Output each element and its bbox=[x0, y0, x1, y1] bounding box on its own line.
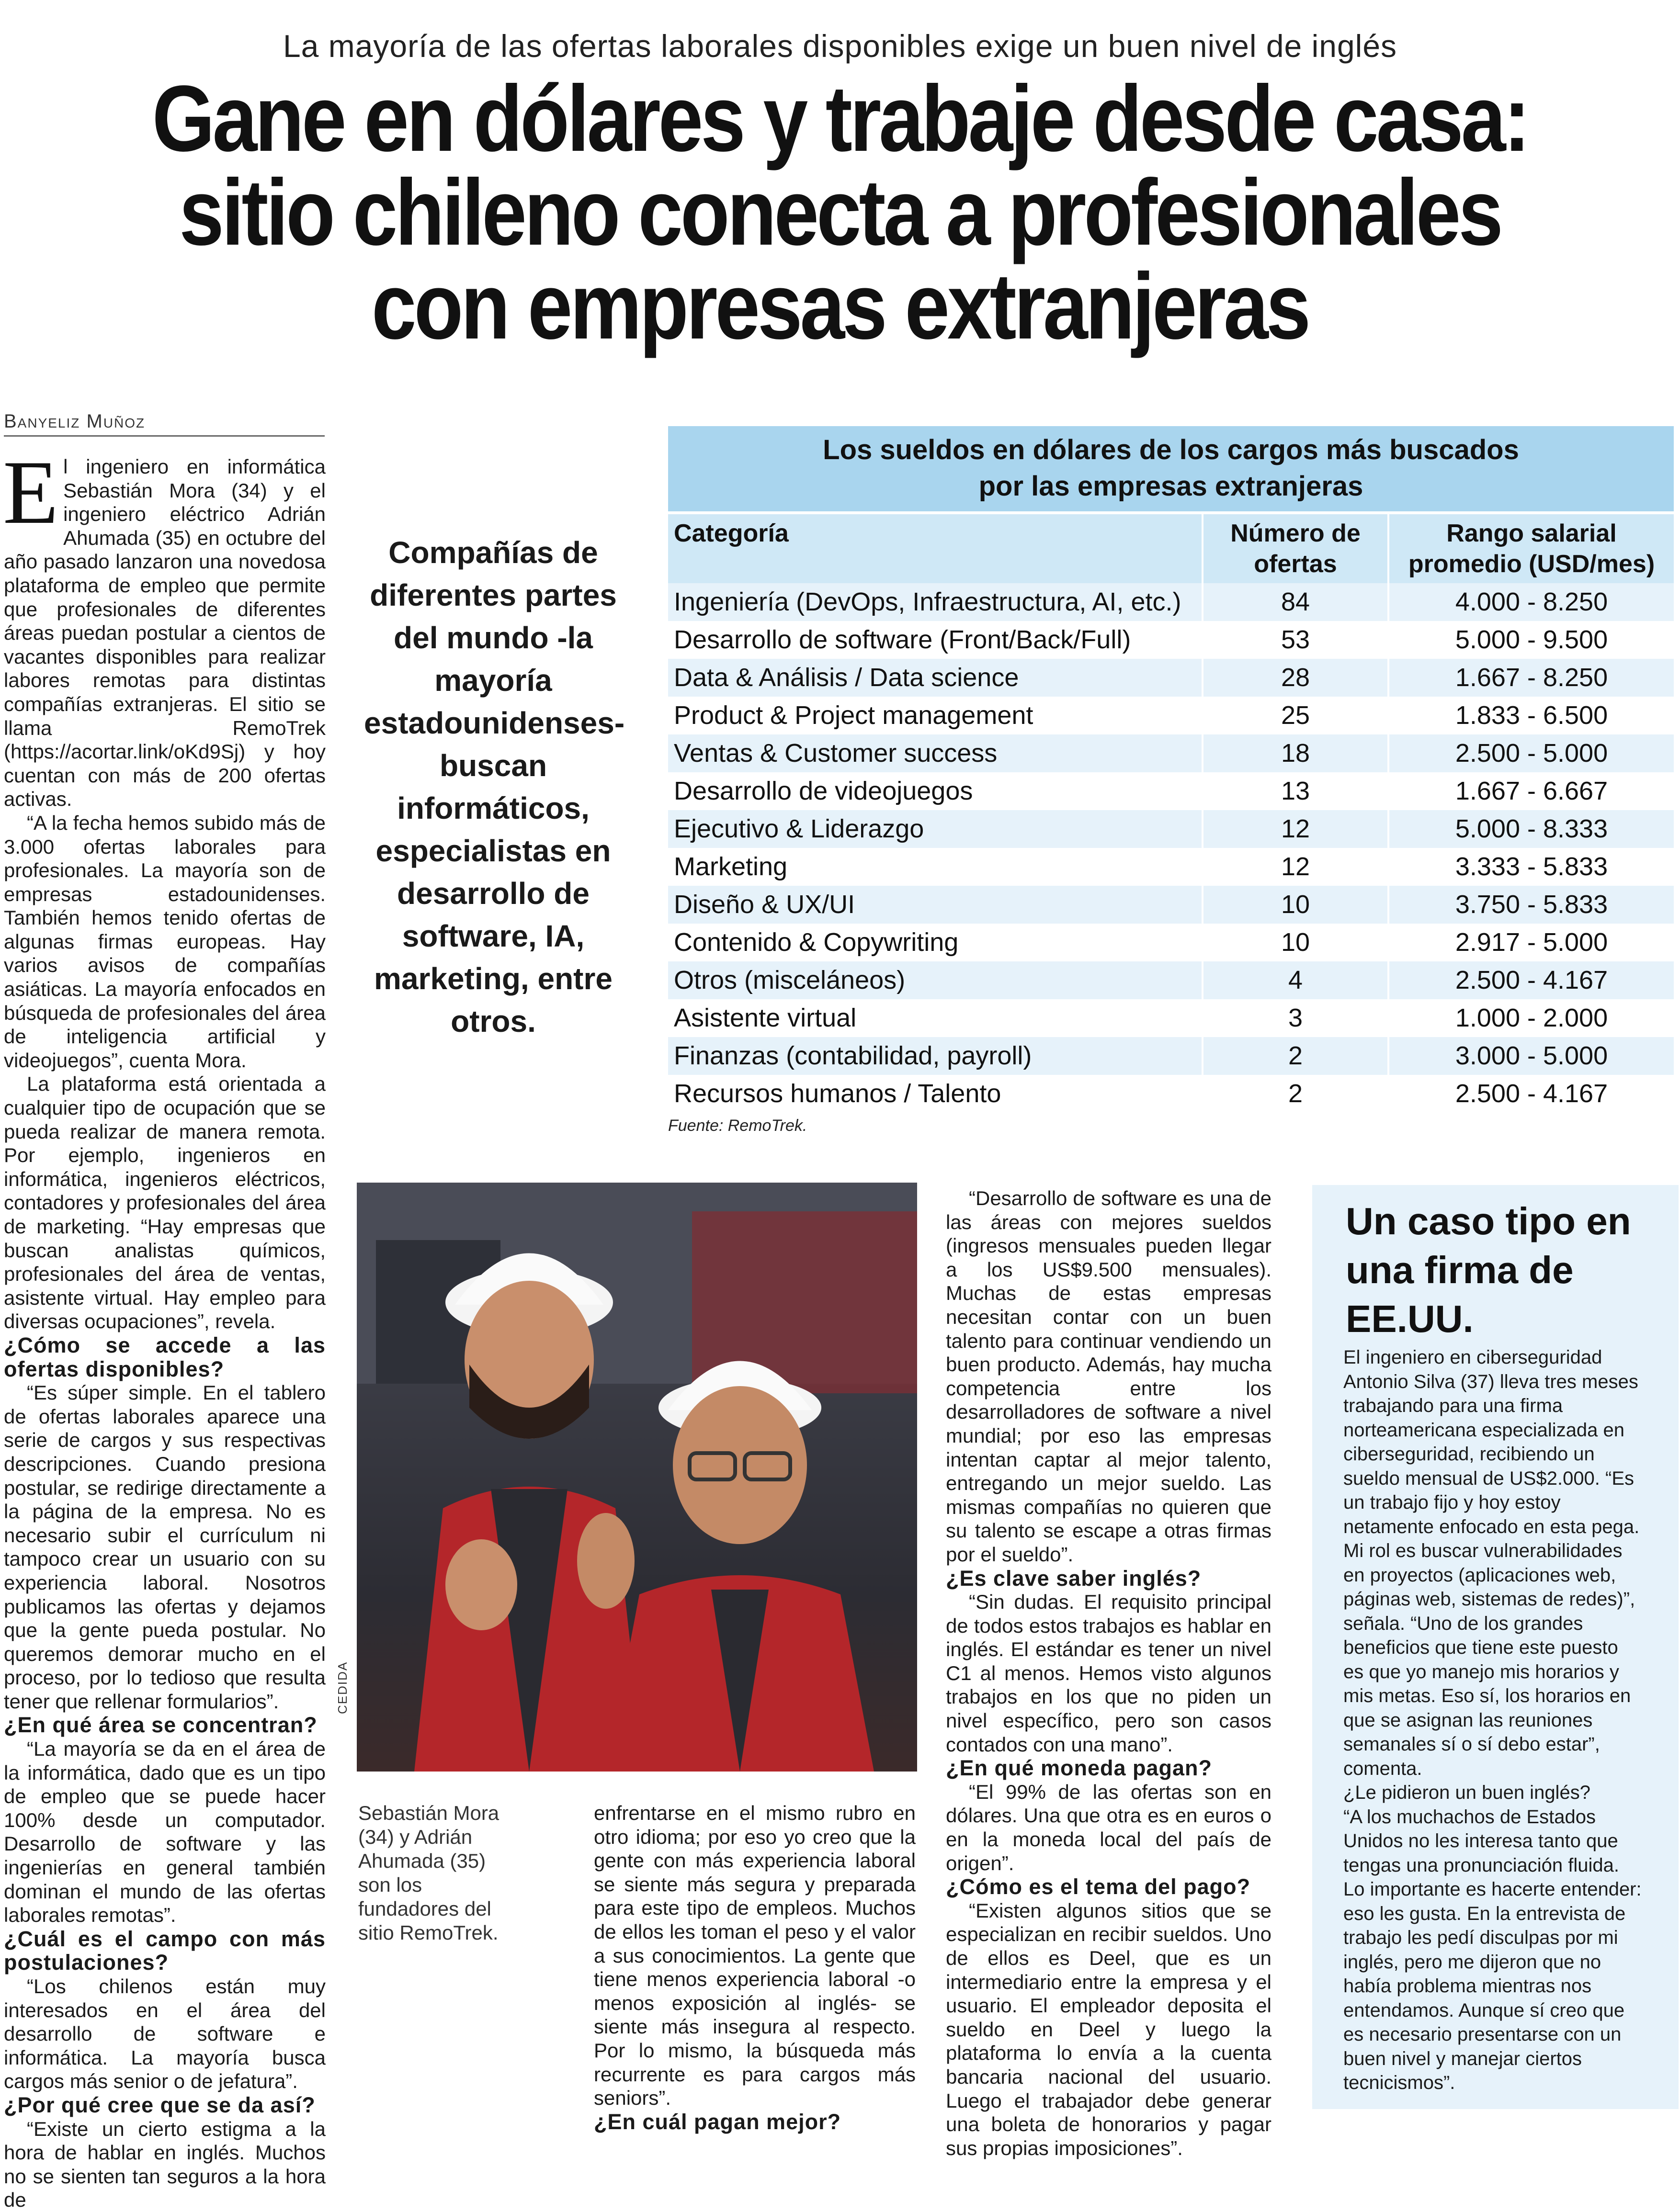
paragraph: enfrentarse en el mismo rubro en otro idioma; por eso yo creo que la gente con más experiencia laboral se siente más segura y preparada para este tipo de empleos. Muchos de ellos les toman el peso y el valor a sus conocimientos. La gente que tiene menos experiencia laboral -o menos exposición al inglés- se siente más insegura al respecto. Por lo mismo, la búsqueda más recurrente es para cargos más seniors”. bbox=[594, 1802, 916, 2110]
cell-offers: 12 bbox=[1203, 810, 1388, 848]
paragraph: “El 99% de las ofertas son en dólares. Una que otra es en euros o en la moneda local del país de origen”. bbox=[946, 1780, 1271, 1874]
sidebar-paragraph: ¿Le pidieron un buen inglés? bbox=[1343, 1782, 1590, 1803]
paragraph: “A la fecha hemos subido más de 3.000 ofertas laborales para profesionales. La mayoría son de empresas estadounidenses. También hemos tenido ofertas de algunas firmas europeas. Hay varios avisos de compañías asiáticas. La mayoría enfocados en búsqueda de profesionales del área de inteligencia artificial y videojuegos”, cuenta Mora. bbox=[4, 811, 326, 1072]
table-row bbox=[668, 583, 1674, 621]
cell-category: Ingeniería (DevOps, Infraestructura, AI, etc.) bbox=[668, 583, 1203, 621]
cell-offers: 2 bbox=[1203, 1075, 1388, 1113]
cell-salary: 3.333 - 5.833 bbox=[1388, 848, 1674, 886]
sidebar-text bbox=[1343, 1345, 1643, 2095]
cell-offers: 2 bbox=[1203, 1037, 1388, 1075]
headline-line: sitio chileno conecta a profesionales bbox=[179, 160, 1501, 265]
question-heading: ¿En cuál pagan mejor? bbox=[594, 2109, 841, 2134]
cell-offers: 18 bbox=[1203, 734, 1388, 772]
question-heading: ¿Es clave saber inglés? bbox=[946, 1566, 1202, 1591]
sidebar-paragraph: “A los muchachos de Estados Unidos no les interesa tanto que tengas una pronunciación fluida. Lo importante es hacerte entender: eso les gusta. En la entrevista de trabajo les pedí disculpas por mi inglés, pero me dijeron que no había problema mientras nos entendamos. Aunque sí creo que es necesario presentarse con un buen nivel y manejar ciertos tecnicismos”. bbox=[1343, 1806, 1642, 2093]
table-title-line: Los sueldos en dólares de los cargos más buscados bbox=[823, 434, 1519, 465]
cell-offers: 13 bbox=[1203, 772, 1388, 810]
table-source: Fuente: RemoTrek. bbox=[668, 1117, 807, 1135]
cell-category: Marketing bbox=[668, 848, 1203, 886]
founders-illustration bbox=[357, 1183, 917, 1772]
cell-offers: 53 bbox=[1203, 621, 1388, 659]
paragraph: “Existen algunos sitios que se especializan en recibir sueldos. Uno de ellos es Deel, que es un intermediario entre la empresa y el usuario. El empleador deposita el sueldo en Deel y luego la plataforma lo envía a la cuenta bancaria nacional del usuario. Luego el trabajador debe generar una boleta de honorarios y pagar sus propias imposiciones”. bbox=[946, 1899, 1271, 2159]
cell-offers: 10 bbox=[1203, 924, 1388, 961]
cell-category: Data & Análisis / Data science bbox=[668, 659, 1203, 697]
cell-offers: 84 bbox=[1203, 583, 1388, 621]
table-row bbox=[668, 961, 1674, 999]
cell-category: Ventas & Customer success bbox=[668, 734, 1203, 772]
sidebar-title: Un caso tipo en una firma de EE.UU. bbox=[1346, 1200, 1631, 1340]
cell-salary: 2.500 - 5.000 bbox=[1388, 734, 1674, 772]
cell-salary: 3.000 - 5.000 bbox=[1388, 1037, 1674, 1075]
cell-category: Asistente virtual bbox=[668, 999, 1203, 1037]
article-column-3 bbox=[594, 1801, 916, 2133]
founders-photo bbox=[357, 1183, 917, 1772]
question-heading: ¿Cómo es el tema del pago? bbox=[946, 1874, 1251, 1899]
article-column-4 bbox=[946, 1186, 1271, 2160]
table-row bbox=[668, 810, 1674, 848]
cell-salary: 2.500 - 4.167 bbox=[1388, 1075, 1674, 1113]
salary-table-block bbox=[668, 426, 1674, 1135]
paragraph: “Los chilenos están muy interesados en el área del desarrollo de software e informática. La mayoría busca cargos más senior o de jefatura”. bbox=[4, 1975, 326, 2093]
cell-category: Product & Project management bbox=[668, 697, 1203, 734]
cell-salary: 5.000 - 9.500 bbox=[1388, 621, 1674, 659]
pull-quote: Compañías de diferentes partes del mundo -la mayoría estadounidenses- buscan informáticos, especialistas en desarrollo de software, IA, marketing, entre otros. bbox=[364, 535, 625, 1038]
cell-salary: 2.500 - 4.167 bbox=[1388, 961, 1674, 999]
question-heading: ¿Por qué cree que se da así? bbox=[4, 2092, 316, 2117]
headline bbox=[142, 66, 1538, 359]
photo-credit: CEDIDA bbox=[335, 1661, 350, 1714]
cell-offers: 25 bbox=[1203, 697, 1388, 734]
table-title bbox=[668, 426, 1674, 511]
cell-offers: 4 bbox=[1203, 961, 1388, 999]
table-row bbox=[668, 999, 1674, 1037]
table-row bbox=[668, 1037, 1674, 1075]
headline-line: Gane en dólares y trabaje desde casa: bbox=[152, 66, 1528, 171]
headline-line: con empresas extranjeras bbox=[371, 254, 1309, 359]
cell-salary: 3.750 - 5.833 bbox=[1388, 886, 1674, 924]
paragraph: “Existe un cierto estigma a la hora de hablar en inglés. Muchos no se sienten tan seguros a la hora de bbox=[4, 2117, 326, 2212]
cell-offers: 12 bbox=[1203, 848, 1388, 886]
paragraph: La plataforma está orientada a cualquier tipo de ocupación que se pueda realizar de manera remota. Por ejemplo, ingenieros en informática, ingenieros eléctricos, contadores y profesionales del área de marketing. “Hay empresas que buscan analistas químicos, profesionales del área de ventas, asistente virtual. Hay empleo para diversas ocupaciones”, revela. bbox=[4, 1072, 326, 1333]
paragraph: “Desarrollo de software es una de las áreas con mejores sueldos (ingresos mensuales pueden llegar a los US$9.500 mensuales). Muchas de estas empresas necesitan contar con un buen talento para continuar vendiendo un buen producto. Además, hay mucha competencia entre los desarrolladores de software a nivel mundial; por eso las empresas intentan captar al mejor talento, entregando un mejor sueldo. Las mismas compañías no quieren que su talento se escape a otras firmas por el sueldo”. bbox=[946, 1187, 1271, 1566]
article-column-1 bbox=[3, 442, 326, 2212]
sidebar-paragraph: El ingeniero en ciberseguridad Antonio Silva (37) lleva tres meses trabajando para una firma norteamericana especializada en ciberseguridad, recibiendo un sueldo mensual de US$2.000. “Es un trabajo fijo y hoy estoy netamente enfocado en esta pega. Mi rol es buscar vulnerabilidades en proyectos (aplicaciones web, páginas web, sistemas de redes)”, señala. “Uno de los grandes beneficios que tiene este puesto es que yo manejo mis horarios y mis metas. Eso sí, los horarios en que se asignan las reuniones semanales sí o sí debo estar”, comenta. bbox=[1343, 1347, 1640, 1779]
cell-category: Finanzas (contabilidad, payroll) bbox=[668, 1037, 1203, 1075]
question-heading: ¿En qué área se concentran? bbox=[4, 1713, 318, 1738]
cell-salary: 2.917 - 5.000 bbox=[1388, 924, 1674, 961]
cell-offers: 28 bbox=[1203, 659, 1388, 697]
cell-category: Desarrollo de videojuegos bbox=[668, 772, 1203, 810]
byline: Banyeliz Muñoz bbox=[4, 411, 325, 437]
column-header-offers: Número de ofertas bbox=[1203, 514, 1388, 583]
cell-offers: 10 bbox=[1203, 886, 1388, 924]
question-heading: ¿En qué moneda pagan? bbox=[946, 1756, 1213, 1781]
cell-salary: 1.667 - 6.667 bbox=[1388, 772, 1674, 810]
cell-category: Otros (misceláneos) bbox=[668, 961, 1203, 999]
cell-salary: 5.000 - 8.333 bbox=[1388, 810, 1674, 848]
paragraph: “La mayoría se da en el área de la informática, dado que es un tipo de empleo que se puede hacer 100% desde un computador. Desarrollo de software y las ingenierías en general también dominan el mundo de las ofertas laborales remotas”. bbox=[4, 1738, 326, 1927]
column-header-salary: Rango salarial promedio (USD/mes) bbox=[1388, 514, 1674, 583]
cell-category: Diseño & UX/UI bbox=[668, 886, 1203, 924]
cell-offers: 3 bbox=[1203, 999, 1388, 1037]
salary-table bbox=[668, 514, 1674, 1113]
table-row bbox=[668, 848, 1674, 886]
dropcap: E bbox=[3, 442, 59, 543]
table-row bbox=[668, 886, 1674, 924]
cell-category: Desarrollo de software (Front/Back/Full) bbox=[668, 621, 1203, 659]
table-header-row bbox=[668, 514, 1674, 583]
paragraph: “Es súper simple. En el tablero de ofertas laborales aparece una serie de cargos y sus respectivas descripciones. Cuando presiona postular, se redirige directamente a la página de la empresa. No es necesario subir el currículum ni tampoco crear un usuario con su experiencia laboral. Nosotros publicamos las ofertas y dejamos que la gente pueda postular. No queremos demorar mucho en el proceso, por lo tedioso que resulta tener que rellenar formularios”. bbox=[4, 1381, 326, 1713]
cell-category: Recursos humanos / Talento bbox=[668, 1075, 1203, 1113]
table-row bbox=[668, 621, 1674, 659]
table-row bbox=[668, 659, 1674, 697]
question-heading: ¿Cuál es el campo con más postulaciones? bbox=[4, 1926, 326, 1975]
cell-salary: 1.833 - 6.500 bbox=[1388, 697, 1674, 734]
cell-category: Ejecutivo & Liderazgo bbox=[668, 810, 1203, 848]
paragraph: l ingeniero en informática Sebastián Mora (34) y el ingeniero eléctrico Adrián Ahumada (35) en octubre del año pasado lanzaron una novedosa plataforma de empleo que permite que profesionales de diferentes áreas puedan postular a cientos de vacantes disponibles para realizar labores remotas para distintas compañías extranjeras. El sitio se llama RemoTrek (https://acortar.link/oKd9Sj) y hoy cuentan con más de 200 ofertas activas. bbox=[4, 455, 326, 811]
paragraph: “Sin dudas. El requisito principal de todos estos trabajos es hablar en inglés. El estándar es tener un nivel C1 al menos. Hemos visto algunos trabajos en los que no piden un nivel específico, pero son casos contados con una mano”. bbox=[946, 1591, 1271, 1756]
table-title-line: por las empresas extranjeras bbox=[978, 471, 1363, 502]
cell-salary: 4.000 - 8.250 bbox=[1388, 583, 1674, 621]
cell-category: Contenido & Copywriting bbox=[668, 924, 1203, 961]
table-row bbox=[668, 697, 1674, 734]
question-heading: ¿Cómo se accede a las ofertas disponibles? bbox=[4, 1332, 326, 1381]
photo-caption: Sebastián Mora (34) y Adrián Ahumada (35) son los fundadores del sitio RemoTrek. bbox=[358, 1802, 499, 1944]
kicker: La mayoría de las ofertas laborales disponibles exige un buen nivel de inglés bbox=[283, 28, 1397, 64]
cell-salary: 1.667 - 8.250 bbox=[1388, 659, 1674, 697]
table-row bbox=[668, 734, 1674, 772]
table-row bbox=[668, 1075, 1674, 1113]
column-header-category: Categoría bbox=[668, 514, 1203, 583]
table-row bbox=[668, 924, 1674, 961]
table-row bbox=[668, 772, 1674, 810]
cell-salary: 1.000 - 2.000 bbox=[1388, 999, 1674, 1037]
